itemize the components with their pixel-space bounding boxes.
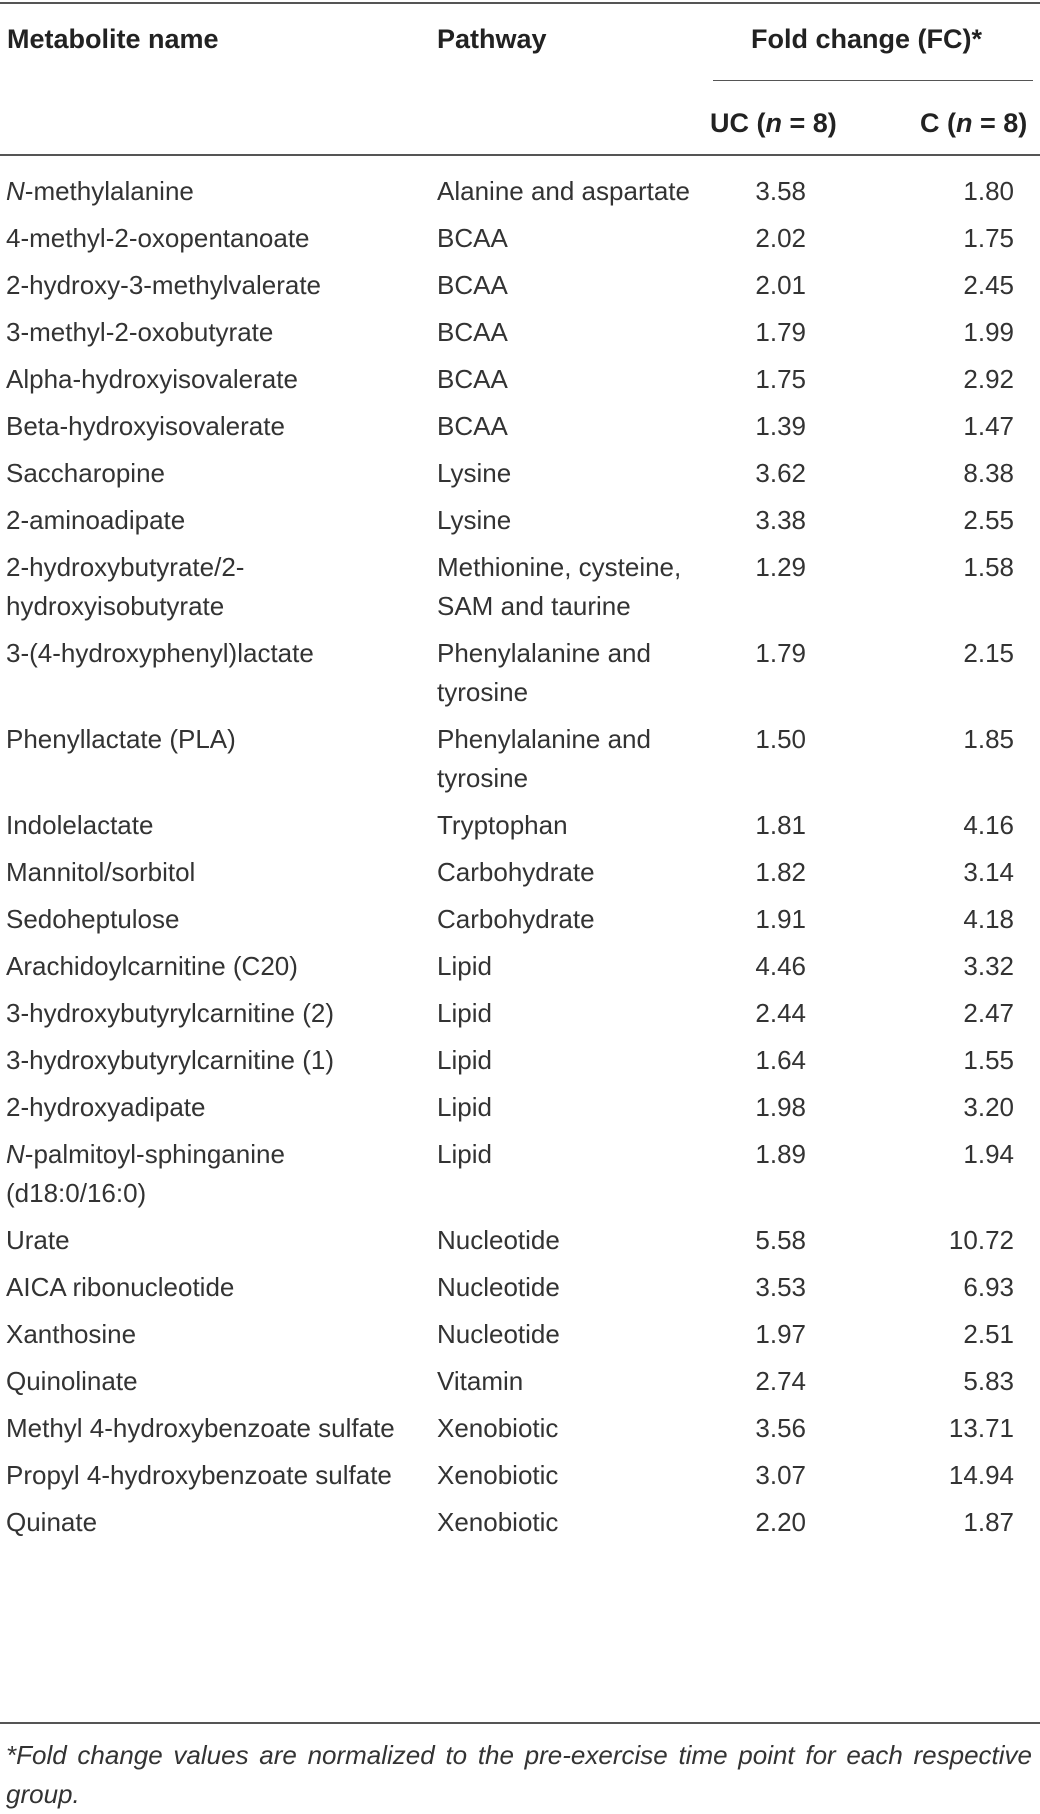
uc-value-cell: 1.82 — [755, 857, 806, 887]
c-value-cell: 13.71 — [948, 1413, 1014, 1443]
c-value-cell: 1.47 — [963, 411, 1014, 441]
pathway-cell: Nucleotide — [437, 1319, 560, 1349]
table-row — [0, 1221, 1040, 1268]
uc-value-cell: 3.38 — [755, 505, 806, 535]
pathway-cell: Xenobiotic — [437, 1413, 559, 1443]
table-row — [0, 900, 1040, 947]
c-value-cell: 1.55 — [963, 1045, 1014, 1075]
c-value-cell: 4.18 — [963, 904, 1014, 934]
table-row — [0, 548, 1040, 634]
metabolite-cell: Alpha-hydroxyisovalerate — [6, 364, 298, 394]
metabolite-cell: Arachidoylcarnitine (C20) — [6, 951, 298, 981]
c-value-cell: 1.75 — [963, 223, 1014, 253]
metabolite-cell: Beta-hydroxyisovalerate — [6, 411, 285, 441]
table-row — [0, 172, 1040, 219]
uc-value-cell: 3.53 — [755, 1272, 806, 1302]
table-row — [0, 806, 1040, 853]
metabolite-cell: Mannitol/sorbitol — [6, 857, 196, 887]
table-row — [0, 501, 1040, 548]
pathway-cell: BCAA — [437, 223, 508, 253]
uc-value-cell: 1.29 — [755, 552, 806, 582]
c-value-cell: 1.58 — [963, 552, 1014, 582]
metabolite-cell: 2-hydroxy-3-methylvalerate — [6, 270, 322, 300]
table-row — [0, 1409, 1040, 1456]
table-row — [0, 1088, 1040, 1135]
pathway-cell: BCAA — [437, 317, 508, 347]
table-top-rule — [0, 2, 1040, 4]
pathway-cell: Nucleotide — [437, 1225, 560, 1255]
pathway-cell: Alanine and aspartate — [437, 176, 690, 206]
table-row — [0, 266, 1040, 313]
c-value-cell: 2.15 — [963, 638, 1014, 668]
metabolite-cell: 3-(4-hydroxyphenyl)lactate — [6, 638, 314, 668]
table-row — [0, 360, 1040, 407]
c-value-cell: 1.94 — [963, 1139, 1014, 1169]
c-value-cell: 2.55 — [963, 505, 1014, 535]
header-bottom-rule — [0, 154, 1040, 156]
metabolite-cell: 2-aminoadipate — [6, 505, 186, 535]
c-value-cell: 1.99 — [963, 317, 1014, 347]
uc-value-cell: 3.62 — [755, 458, 806, 488]
header-c: C (n = 8) — [920, 108, 1028, 138]
header-fold-change: Fold change (FC)* — [751, 24, 982, 54]
uc-value-cell: 3.07 — [755, 1460, 806, 1490]
table-row — [0, 853, 1040, 900]
table-row — [0, 1041, 1040, 1088]
c-value-cell: 3.20 — [963, 1092, 1014, 1122]
metabolite-cell: Urate — [6, 1225, 70, 1255]
c-value-cell: 14.94 — [948, 1460, 1014, 1490]
metabolite-cell: N-methylalanine — [6, 176, 194, 206]
c-value-cell: 2.47 — [963, 998, 1014, 1028]
c-value-cell: 6.93 — [963, 1272, 1014, 1302]
uc-value-cell: 1.64 — [755, 1045, 806, 1075]
c-value-cell: 8.38 — [963, 458, 1014, 488]
metabolite-cell: 3-methyl-2-oxobutyrate — [6, 317, 274, 347]
uc-value-cell: 3.56 — [755, 1413, 806, 1443]
table-row — [0, 313, 1040, 360]
metabolite-cell: 3-hydroxybutyrylcarnitine (2) — [6, 998, 335, 1028]
pathway-cell: Lipid — [437, 951, 492, 981]
pathway-cell: Lysine — [437, 458, 512, 488]
metabolite-cell: Saccharopine — [6, 458, 165, 488]
c-value-cell: 3.32 — [963, 951, 1014, 981]
uc-value-cell: 2.74 — [755, 1366, 806, 1396]
metabolite-cell: 2-hydroxybutyrate/2-hydroxyisobutyrate — [6, 552, 245, 621]
table-row — [0, 219, 1040, 266]
pathway-cell: BCAA — [437, 270, 508, 300]
metabolite-cell: 2-hydroxyadipate — [6, 1092, 206, 1122]
c-value-cell: 5.83 — [963, 1366, 1014, 1396]
uc-value-cell: 2.20 — [755, 1507, 806, 1537]
pathway-cell: Xenobiotic — [437, 1460, 559, 1490]
uc-value-cell: 2.44 — [755, 998, 806, 1028]
fold-change-underline — [713, 80, 1033, 81]
uc-value-cell: 1.89 — [755, 1139, 806, 1169]
pathway-cell: Phenylalanine and tyrosine — [437, 638, 651, 707]
metabolite-cell: Xanthosine — [6, 1319, 137, 1349]
pathway-cell: BCAA — [437, 411, 508, 441]
table-row — [0, 1135, 1040, 1221]
table-row — [0, 1503, 1040, 1550]
c-value-cell: 3.14 — [963, 857, 1014, 887]
metabolite-cell: Methyl 4-hydroxybenzoate sulfate — [6, 1413, 395, 1443]
header-metabolite-name: Metabolite name — [7, 24, 219, 54]
metabolite-cell: Indolelactate — [6, 810, 154, 840]
uc-value-cell: 1.79 — [755, 317, 806, 347]
c-value-cell: 2.51 — [963, 1319, 1014, 1349]
c-value-cell: 4.16 — [963, 810, 1014, 840]
metabolite-cell: Sedoheptulose — [6, 904, 180, 934]
pathway-cell: BCAA — [437, 364, 508, 394]
uc-value-cell: 5.58 — [755, 1225, 806, 1255]
uc-value-cell: 3.58 — [755, 176, 806, 206]
metabolite-cell: Quinolinate — [6, 1366, 138, 1396]
c-value-cell: 2.92 — [963, 364, 1014, 394]
uc-value-cell: 1.98 — [755, 1092, 806, 1122]
pathway-cell: Lipid — [437, 1092, 492, 1122]
pathway-cell: Vitamin — [437, 1366, 524, 1396]
table-row — [0, 634, 1040, 720]
uc-value-cell: 2.02 — [755, 223, 806, 253]
pathway-cell: Methionine, cysteine, SAM and taurine — [437, 552, 682, 621]
metabolite-cell: Phenyllactate (PLA) — [6, 724, 236, 754]
pathway-cell: Carbohydrate — [437, 904, 595, 934]
uc-value-cell: 1.79 — [755, 638, 806, 668]
c-value-cell: 1.87 — [963, 1507, 1014, 1537]
metabolite-cell: 4-methyl-2-oxopentanoate — [6, 223, 310, 253]
pathway-cell: Phenylalanine and tyrosine — [437, 724, 651, 793]
uc-value-cell: 1.97 — [755, 1319, 806, 1349]
table-row — [0, 454, 1040, 501]
uc-value-cell: 4.46 — [755, 951, 806, 981]
c-value-cell: 1.80 — [963, 176, 1014, 206]
uc-value-cell: 2.01 — [755, 270, 806, 300]
pathway-cell: Tryptophan — [437, 810, 568, 840]
metabolite-cell: Quinate — [6, 1507, 98, 1537]
table-body — [0, 172, 1040, 1550]
uc-value-cell: 1.81 — [755, 810, 806, 840]
table-row — [0, 994, 1040, 1041]
pathway-cell: Carbohydrate — [437, 857, 595, 887]
metabolite-cell: 3-hydroxybutyrylcarnitine (1) — [6, 1045, 335, 1075]
table-footnote: *Fold change values are normalized to the pre-exercise time point for each respective group. — [6, 1740, 1032, 1809]
table-row — [0, 1315, 1040, 1362]
pathway-cell: Xenobiotic — [437, 1507, 559, 1537]
uc-value-cell: 1.91 — [755, 904, 806, 934]
uc-value-cell: 1.50 — [755, 724, 806, 754]
table-row — [0, 720, 1040, 806]
pathway-cell: Lysine — [437, 505, 512, 535]
pathway-cell: Nucleotide — [437, 1272, 560, 1302]
table-row — [0, 1268, 1040, 1315]
table-row — [0, 947, 1040, 994]
metabolite-cell: N-palmitoyl-sphinganine (d18:0/16:0) — [6, 1139, 285, 1208]
metabolite-cell: AICA ribonucleotide — [6, 1272, 235, 1302]
pathway-cell: Lipid — [437, 1139, 492, 1169]
header-uc: UC (n = 8) — [710, 108, 837, 138]
c-value-cell: 2.45 — [963, 270, 1014, 300]
header-pathway: Pathway — [437, 24, 547, 54]
pathway-cell: Lipid — [437, 1045, 492, 1075]
table-bottom-rule — [0, 1722, 1040, 1724]
c-value-cell: 10.72 — [948, 1225, 1014, 1255]
metabolite-cell: Propyl 4-hydroxybenzoate sulfate — [6, 1460, 392, 1490]
uc-value-cell: 1.39 — [755, 411, 806, 441]
c-value-cell: 1.85 — [963, 724, 1014, 754]
table-row — [0, 1362, 1040, 1409]
uc-value-cell: 1.75 — [755, 364, 806, 394]
pathway-cell: Lipid — [437, 998, 492, 1028]
table-row — [0, 1456, 1040, 1503]
table-row — [0, 407, 1040, 454]
